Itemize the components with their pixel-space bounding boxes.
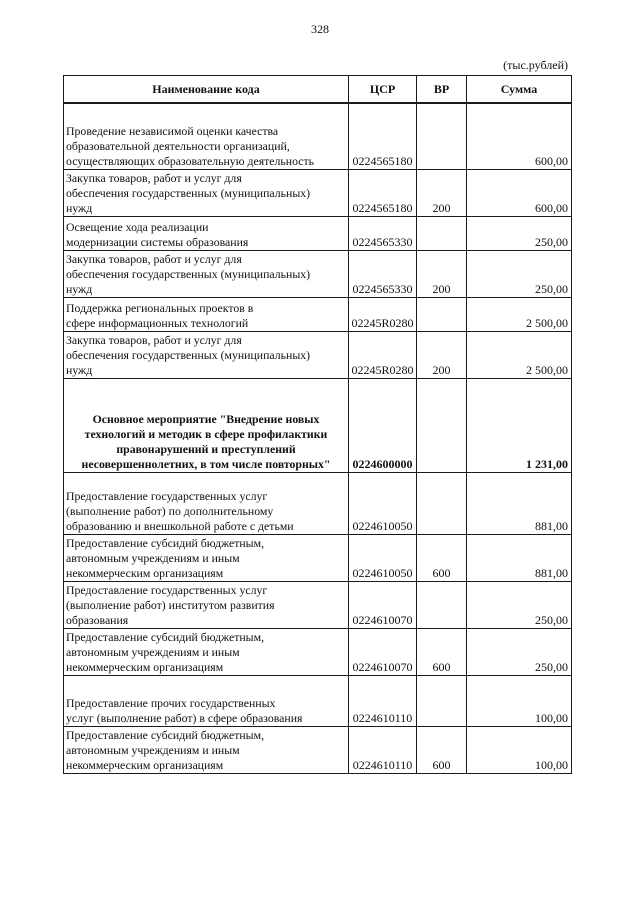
cell-sum: 881,00: [467, 472, 572, 534]
cell-vr: [417, 103, 467, 169]
cell-csr: 02245R0280: [349, 331, 417, 378]
cell-vr: [417, 472, 467, 534]
table-row: [64, 103, 572, 169]
cell-csr: 0224610110: [349, 675, 417, 726]
header-vr: ВР: [417, 76, 467, 104]
cell-vr: 600: [417, 628, 467, 675]
cell-csr: 0224610070: [349, 628, 417, 675]
cell-name: Предоставление субсидий бюджетным, автономным учреждениям и иным некоммерческим организациям: [64, 628, 349, 675]
cell-csr: 0224610110: [349, 726, 417, 773]
table-row: [64, 628, 572, 675]
table-body: [64, 103, 572, 773]
cell-csr: 0224565330: [349, 216, 417, 250]
table-row: [64, 216, 572, 250]
table-row: [64, 726, 572, 773]
cell-name: Предоставление государственных услуг (выполнение работ) по дополнительному образованию и внешкольной работе с детьми: [64, 472, 349, 534]
cell-csr: 0224610050: [349, 472, 417, 534]
cell-name: Закупка товаров, работ и услуг для обеспечения государственных (муниципальных) нужд: [64, 331, 349, 378]
cell-vr: 200: [417, 169, 467, 216]
cell-name: Основное мероприятие "Внедрение новых технологий и методик в сфере профилактики правонарушений и преступлений несовершеннолетних, в том числе повторных": [64, 378, 349, 472]
cell-csr: 0224610050: [349, 534, 417, 581]
header-name: Наименование кода: [64, 76, 349, 104]
cell-sum: 881,00: [467, 534, 572, 581]
cell-sum: 2 500,00: [467, 331, 572, 378]
cell-csr: 0224610070: [349, 581, 417, 628]
cell-sum: 100,00: [467, 726, 572, 773]
cell-csr: 0224565180: [349, 103, 417, 169]
table-row: [64, 250, 572, 297]
table-row: [64, 169, 572, 216]
cell-csr: 0224565180: [349, 169, 417, 216]
cell-name: Предоставление государственных услуг (выполнение работ) институтом развития образования: [64, 581, 349, 628]
cell-name: Проведение независимой оценки качества образовательной деятельности организаций, осуществляющих образовательную деятельность: [64, 103, 349, 169]
table-row: [64, 331, 572, 378]
cell-vr: 200: [417, 331, 467, 378]
cell-name: Закупка товаров, работ и услуг для обеспечения государственных (муниципальных) нужд: [64, 250, 349, 297]
cell-vr: 200: [417, 250, 467, 297]
cell-name: Поддержка региональных проектов в сфере информационных технологий: [64, 297, 349, 331]
cell-csr: 0224600000: [349, 378, 417, 472]
table-row: [64, 297, 572, 331]
cell-csr: 0224565330: [349, 250, 417, 297]
header-csr: ЦСР: [349, 76, 417, 104]
cell-sum: 250,00: [467, 250, 572, 297]
cell-sum: 100,00: [467, 675, 572, 726]
table-row: [64, 534, 572, 581]
cell-vr: [417, 581, 467, 628]
cell-vr: [417, 297, 467, 331]
page-number: 328: [311, 22, 329, 36]
table-row: [64, 675, 572, 726]
cell-vr: [417, 675, 467, 726]
budget-table: [63, 75, 572, 774]
cell-sum: 2 500,00: [467, 297, 572, 331]
cell-sum: 1 231,00: [467, 378, 572, 472]
cell-vr: 600: [417, 726, 467, 773]
table-header-row: [64, 76, 572, 104]
units-label: (тыс.рублей): [503, 58, 568, 72]
cell-sum: 600,00: [467, 103, 572, 169]
cell-vr: 600: [417, 534, 467, 581]
header-sum: Сумма: [467, 76, 572, 104]
table-row: [64, 581, 572, 628]
cell-vr: [417, 378, 467, 472]
cell-name: Закупка товаров, работ и услуг для обеспечения государственных (муниципальных) нужд: [64, 169, 349, 216]
cell-name: Освещение хода реализации модернизации системы образования: [64, 216, 349, 250]
cell-csr: 02245R0280: [349, 297, 417, 331]
cell-name: Предоставление субсидий бюджетным, автономным учреждениям и иным некоммерческим организациям: [64, 726, 349, 773]
cell-sum: 250,00: [467, 581, 572, 628]
cell-name: Предоставление прочих государственных услуг (выполнение работ) в сфере образования: [64, 675, 349, 726]
cell-name: Предоставление субсидий бюджетным, автономным учреждениям и иным некоммерческим организациям: [64, 534, 349, 581]
cell-vr: [417, 216, 467, 250]
table-row: [64, 472, 572, 534]
cell-sum: 250,00: [467, 628, 572, 675]
cell-sum: 250,00: [467, 216, 572, 250]
cell-sum: 600,00: [467, 169, 572, 216]
table-row: [64, 378, 572, 472]
